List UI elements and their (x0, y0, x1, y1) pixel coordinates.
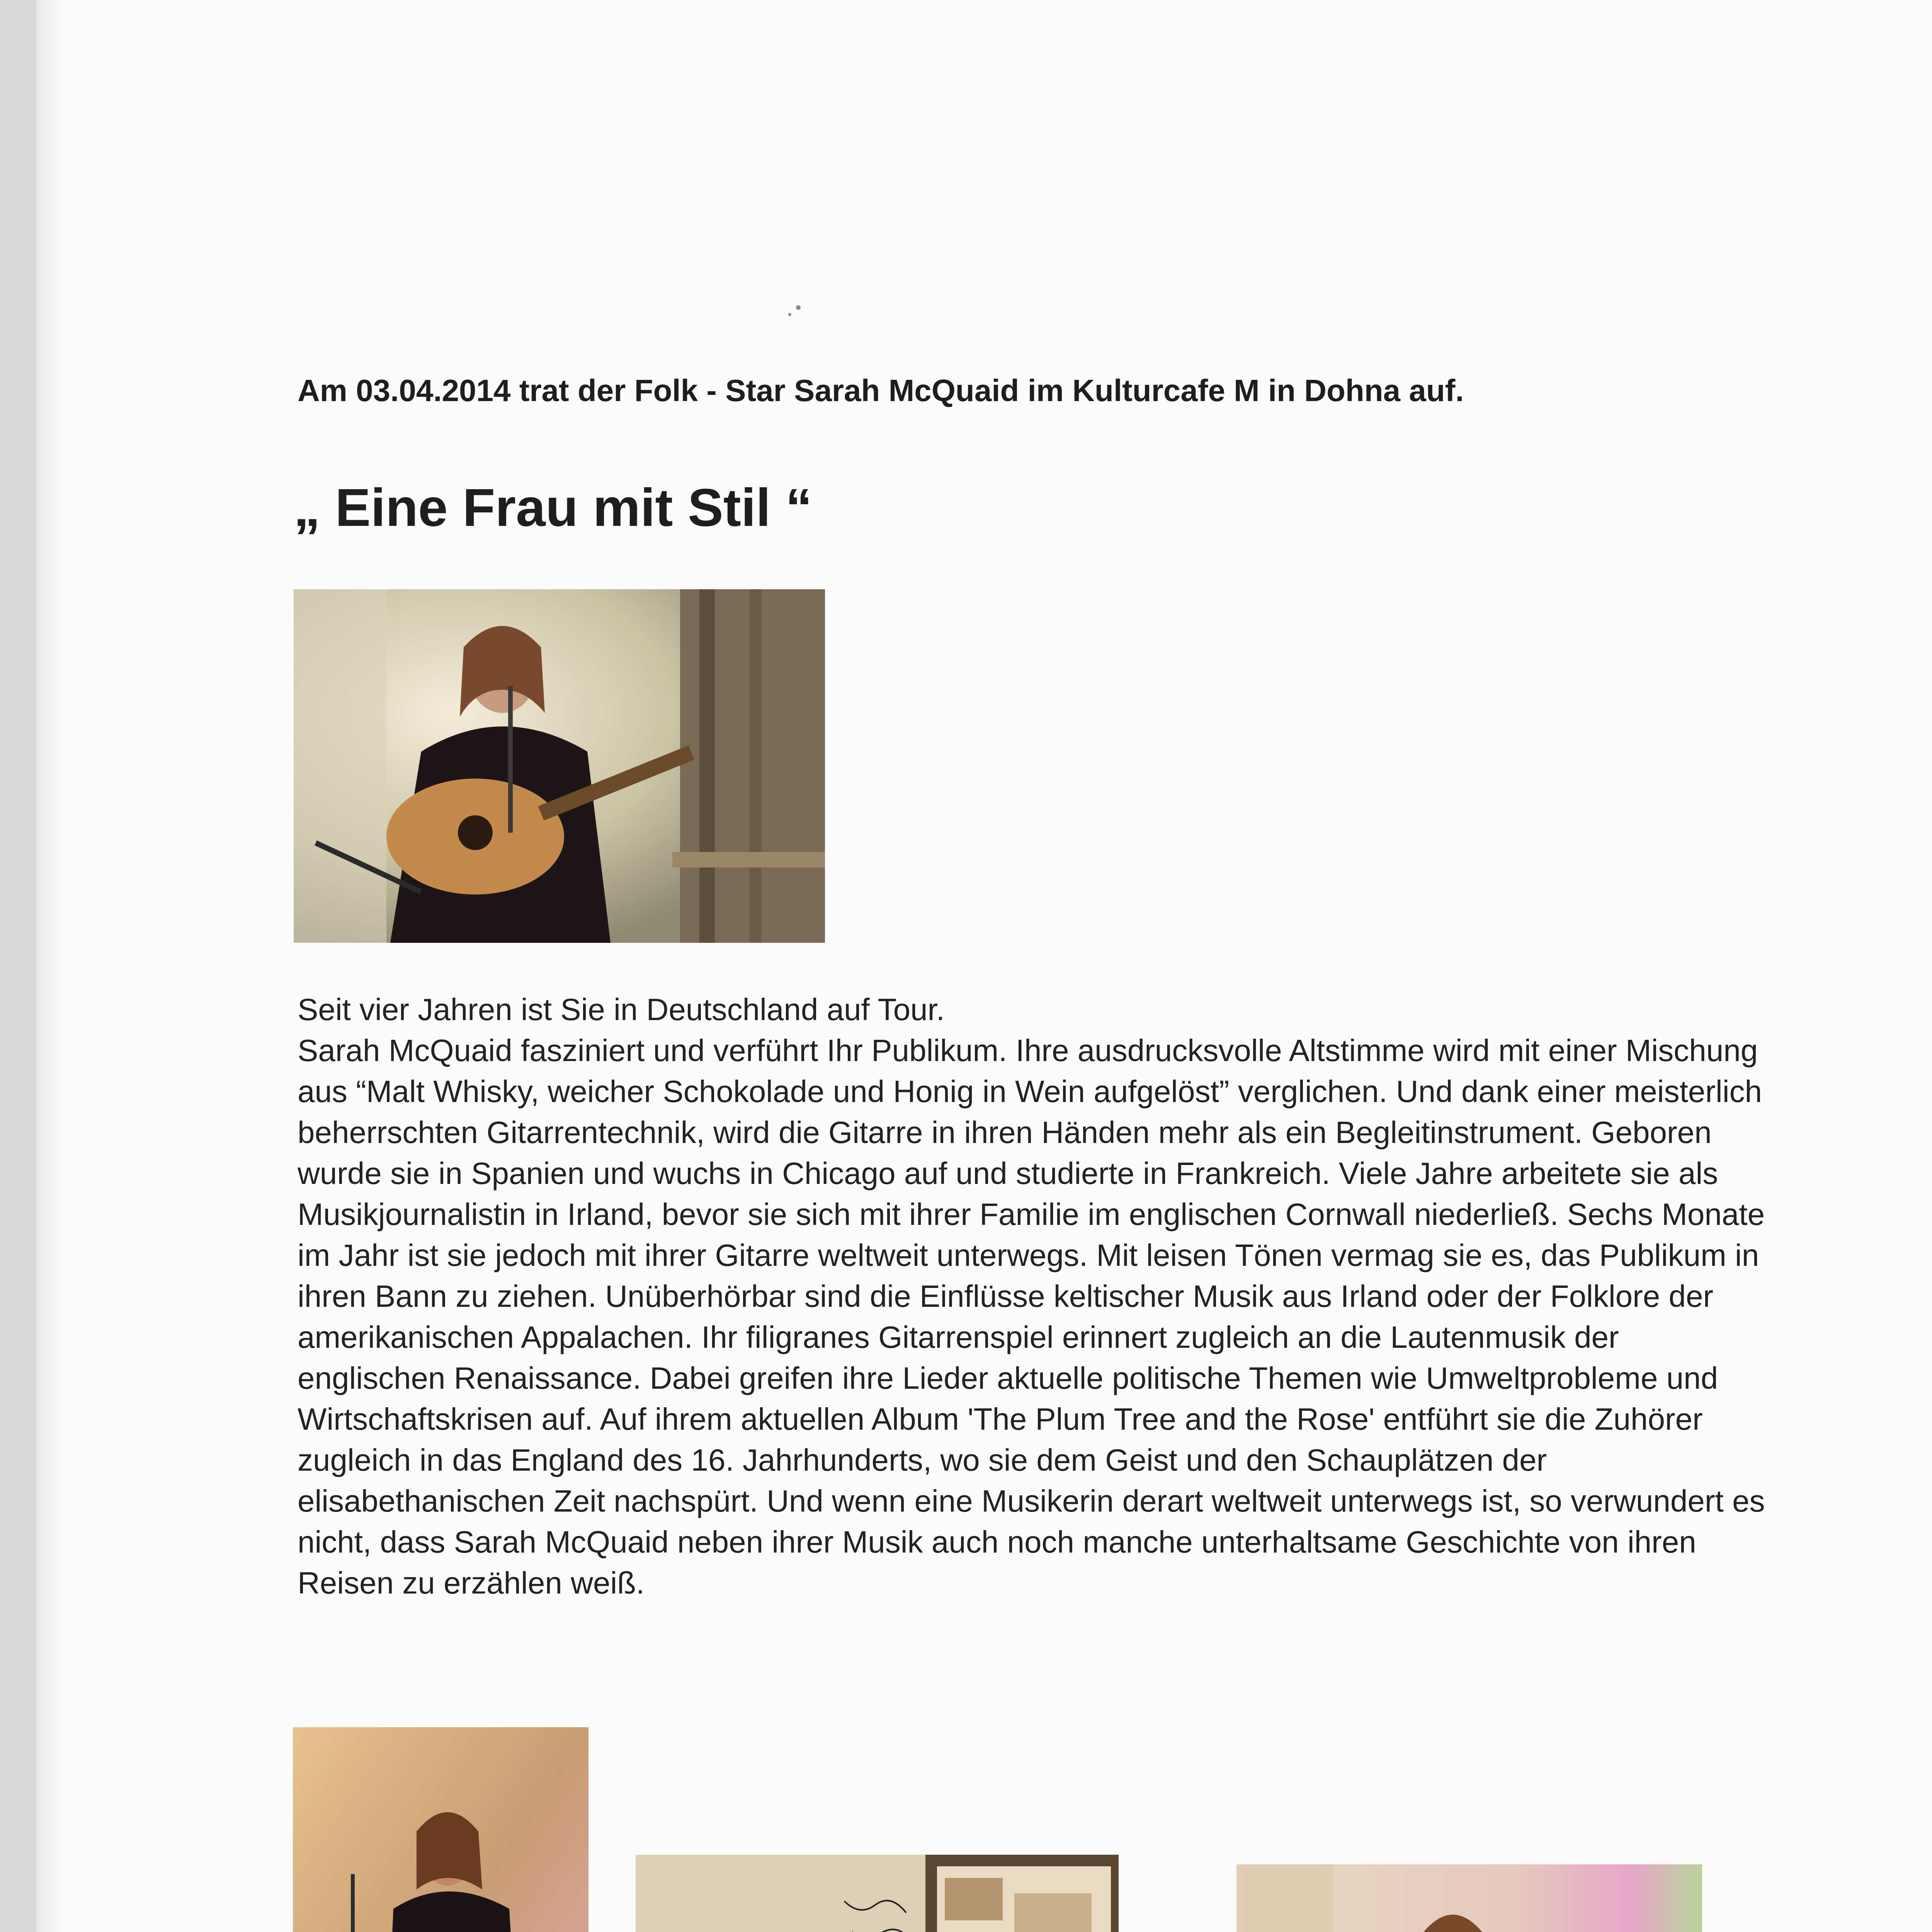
document-page (37, 0, 1932, 1932)
photo-singer-signing (636, 1855, 1119, 1932)
scan-speck (796, 305, 801, 310)
scan-speck (788, 313, 791, 316)
photo-singer-guitar-light (1236, 1864, 1702, 1932)
article-body (298, 989, 1766, 1604)
article-paragraph: Sarah McQuaid fasziniert und verführt Ihr Publikum. Ihre ausdrucksvolle Altstimme wird mit einer Mischung aus “Malt Whisky, weicher Schokolade und Honig in Wein aufgelöst” verglichen. Und dank einer meisterlich beherrschten Gitarrentechnik, wird die Gitarre in ihren Händen mehr als ein Begleitinstrument. Geboren wurde sie in Spanien und wuchs in Chicago auf und studierte in Frankreich. Viele Jahre arbeitete sie als Musikjournalistin in Irland, bevor sie sich mit ihrer Familie im englischen Cornwall niederließ. Sechs Monate im Jahr ist sie jedoch mit ihrer Gitarre weltweit unterwegs. Mit leisen Tönen vermag sie es, das Publikum in ihren Bann zu ziehen. Unüberhörbar sind die Einflüsse keltischer Musik aus Irland oder der Folklore der amerikanischen Appalachen. Ihr filigranes Gitarrenspiel erinnert zugleich an die Lautenmusik der englischen Renaissance. Dabei greifen ihre Lieder aktuelle politische Themen wie Umweltprobleme und Wirtschaftskrisen auf. Auf ihrem aktuellen Album 'The Plum Tree and the Rose' entführt sie die Zuhörer zugleich in das England des 16. Jahrhunderts, wo sie dem Geist und den Schauplätzen der elisabethanischen Zeit nachspürt. Und wenn eine Musikerin derart weltweit unterwegs ist, so verwundert es nicht, dass Sarah McQuaid neben ihrer Musik auch noch manche unterhaltsame Geschichte von ihren Reisen zu erzählen weiß. (298, 1033, 1765, 1600)
photo-singer-harmonium (293, 1727, 588, 1932)
photo-singer-guitar (294, 589, 825, 943)
article-paragraph: Seit vier Jahren ist Sie in Deutschland auf Tour. (298, 992, 945, 1027)
scan-edge-shadow (37, 0, 64, 1932)
article-headline: Am 03.04.2014 trat der Folk - Star Sarah McQuaid im Kulturcafe M in Dohna auf. (298, 373, 1464, 408)
article-title: „ Eine Frau mit Stil “ (294, 478, 812, 537)
